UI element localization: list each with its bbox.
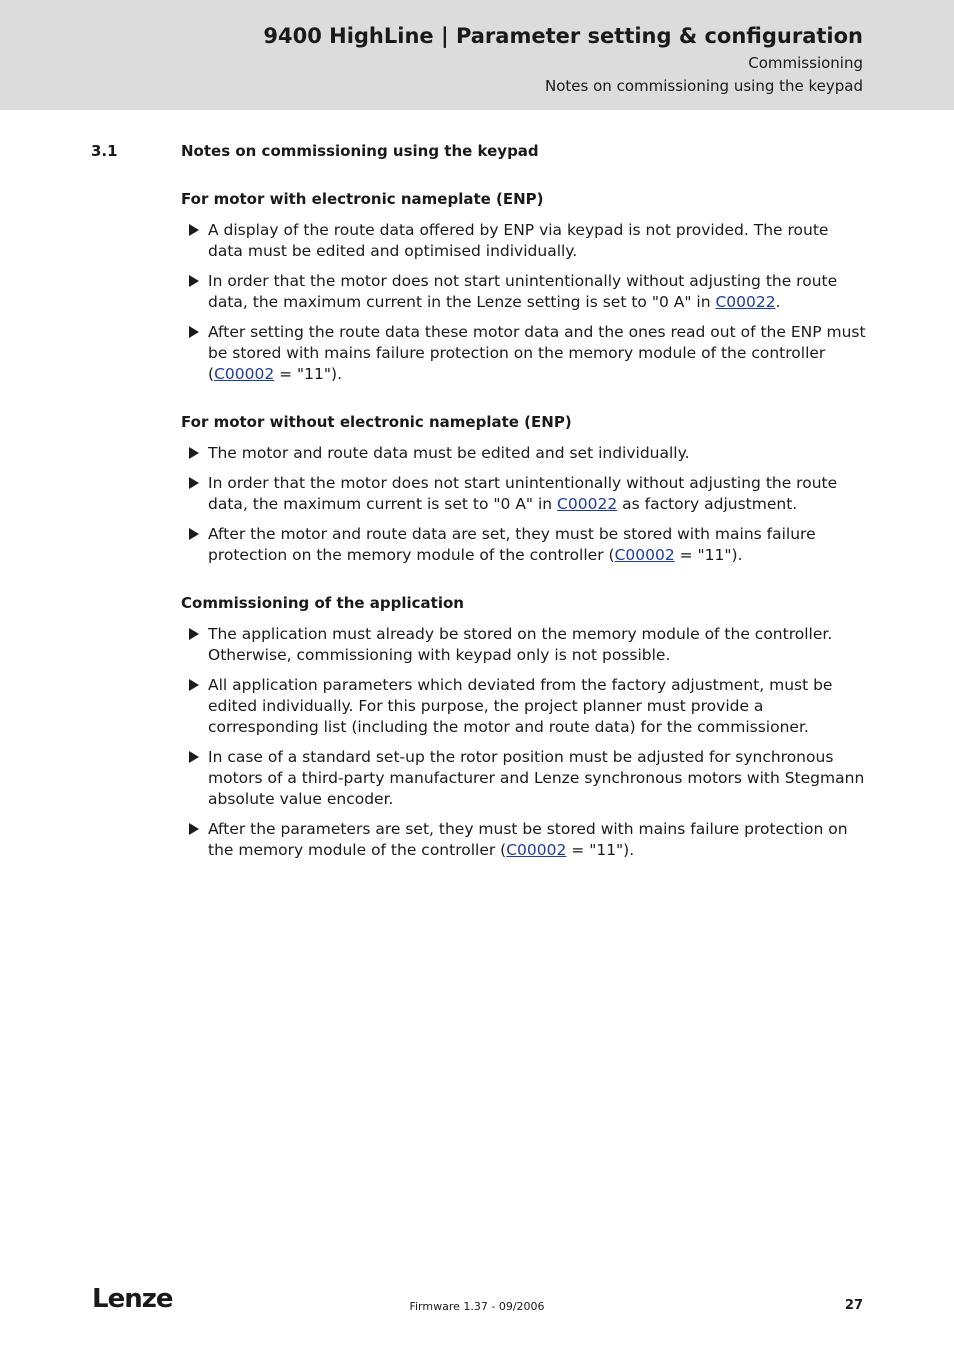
section-breadcrumb: Notes on commissioning using the keypad bbox=[545, 77, 863, 95]
document-title: 9400 HighLine | Parameter setting & configuration bbox=[263, 24, 863, 48]
chapter-title: Commissioning bbox=[748, 54, 863, 72]
list-item-text: After the parameters are set, they must be stored with mains failure protection on the memory module of the controller (C00002 = "11"). bbox=[208, 820, 848, 859]
subheading-enp: For motor with electronic nameplate (ENP) bbox=[181, 190, 544, 208]
list-item-text: After setting the route data these motor data and the ones read out of the ENP must be stored with mains failure protection on the memory module of the controller (C00002 = "11"). bbox=[208, 323, 866, 383]
bullet-arrow-icon bbox=[189, 275, 199, 287]
list-item-text: After the motor and route data are set, they must be stored with mains failure protection on the memory module of the controller (C00002 = "11"). bbox=[208, 525, 816, 564]
list-item-text: All application parameters which deviated from the factory adjustment, must be edited individually. For this purpose, the project planner must provide a corresponding list (including the motor and route data) for the commissioner. bbox=[208, 676, 833, 736]
bullet-arrow-icon bbox=[189, 679, 199, 691]
section-title: Notes on commissioning using the keypad bbox=[181, 142, 539, 160]
subheading-no-enp: For motor without electronic nameplate (ENP) bbox=[181, 413, 572, 431]
parameter-link[interactable]: C00022 bbox=[557, 495, 618, 513]
bullet-arrow-icon bbox=[189, 751, 199, 763]
lenze-logo: Lenze bbox=[92, 1284, 173, 1314]
list-item-text: In order that the motor does not start unintentionally without adjusting the route data, the maximum current in the Lenze setting is set to "0 A" in C00022. bbox=[208, 272, 838, 311]
bullet-arrow-icon bbox=[189, 528, 199, 540]
subheading-application: Commissioning of the application bbox=[181, 594, 464, 612]
parameter-link[interactable]: C00022 bbox=[715, 293, 776, 311]
list-item-text: In order that the motor does not start unintentionally without adjusting the route data, the maximum current is set to "0 A" in C00022 as factory adjustment. bbox=[208, 474, 838, 513]
bullet-arrow-icon bbox=[189, 447, 199, 459]
list-item-text: The application must already be stored on the memory module of the controller. Otherwise, commissioning with keypad only is not possible. bbox=[208, 625, 833, 664]
parameter-link[interactable]: C00002 bbox=[214, 365, 275, 383]
list-item-text: A display of the route data offered by ENP via keypad is not provided. The route data must be edited and optimised individually. bbox=[208, 221, 829, 260]
page-header bbox=[0, 0, 954, 110]
bullet-arrow-icon bbox=[189, 628, 199, 640]
bullet-arrow-icon bbox=[189, 224, 199, 236]
section-number: 3.1 bbox=[91, 142, 118, 160]
bullet-arrow-icon bbox=[189, 326, 199, 338]
parameter-link[interactable]: C00002 bbox=[506, 841, 567, 859]
bullet-arrow-icon bbox=[189, 477, 199, 489]
list-item-text: In case of a standard set-up the rotor position must be adjusted for synchronous motors of a third-party manufacturer and Lenze synchronous motors with Stegmann absolute value encoder. bbox=[208, 748, 865, 808]
firmware-version: Firmware 1.37 - 09/2006 bbox=[409, 1300, 545, 1313]
list-item-text: The motor and route data must be edited and set individually. bbox=[208, 444, 690, 462]
page-number: 27 bbox=[844, 1298, 863, 1313]
parameter-link[interactable]: C00002 bbox=[614, 546, 675, 564]
bullet-arrow-icon bbox=[189, 823, 199, 835]
